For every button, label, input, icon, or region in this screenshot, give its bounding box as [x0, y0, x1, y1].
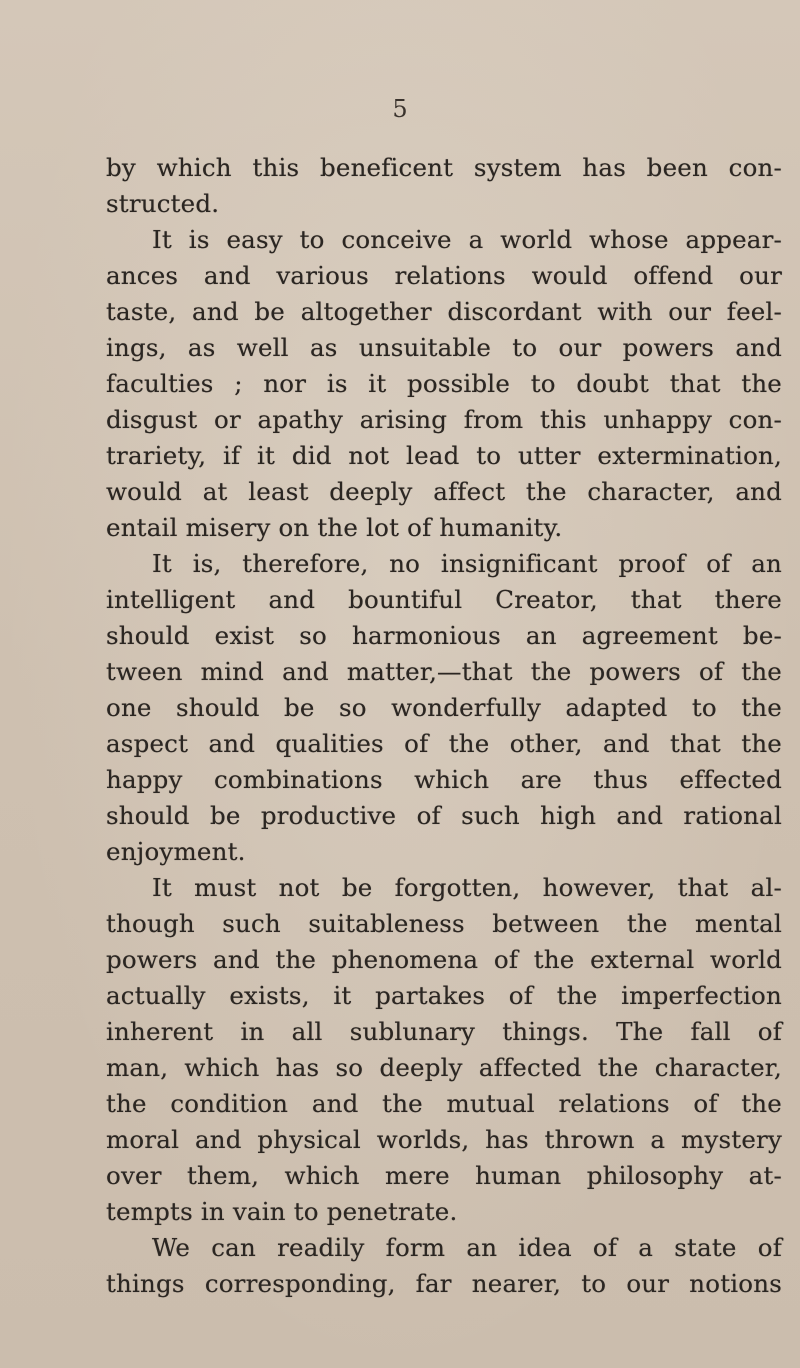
paragraph-start-line: It is easy to conceive a world whose appear- [152, 225, 782, 254]
text-line: moral and physical worlds, has thrown a mystery [106, 1125, 782, 1154]
text-line: ings, as well as unsuitable to our powers and [106, 333, 782, 362]
text-line: happy combinations which are thus effected [106, 765, 782, 794]
text-line: structed. [106, 189, 220, 218]
text-line: actually exists, it partakes of the imperfection [106, 981, 782, 1010]
text-line: aspect and qualities of the other, and that the [106, 729, 782, 758]
text-line: powers and the phenomena of the external world [106, 945, 782, 974]
text-line: one should be so wonderfully adapted to the [106, 693, 782, 722]
text-line: tween mind and matter,—that the powers of the [106, 657, 782, 686]
body-text [0, 150, 800, 1298]
paragraph-start-line: It must not be forgotten, however, that al- [152, 873, 782, 902]
text-line: trariety, if it did not lead to utter extermination, [106, 441, 782, 470]
paragraph-start-line: We can readily form an idea of a state of [152, 1233, 782, 1262]
text-line: inherent in all sublunary things. The fall of [106, 1017, 782, 1046]
text-line: enjoyment. [106, 837, 246, 866]
text-line: would at least deeply affect the character, and [106, 477, 782, 506]
paragraph-start-line: It is, therefore, no insignificant proof of an [152, 549, 782, 578]
text-line: should exist so harmonious an agreement be- [106, 621, 782, 650]
text-line: the condition and the mutual relations of the [106, 1089, 782, 1118]
text-line: man, which has so deeply affected the character, [106, 1053, 782, 1082]
text-line: faculties ; nor is it possible to doubt that the [106, 369, 782, 398]
page-number: 5 [392, 95, 408, 123]
text-line: tempts in vain to penetrate. [106, 1197, 458, 1226]
text-line: ances and various relations would offend our [106, 261, 782, 290]
text-line: entail misery on the lot of humanity. [106, 513, 563, 542]
text-line: by which this beneficent system has been con- [106, 153, 782, 182]
text-line: should be productive of such high and rational [106, 801, 782, 830]
text-line: though such suitableness between the mental [106, 909, 782, 938]
text-line: disgust or apathy arising from this unhappy con- [106, 405, 782, 434]
text-line: taste, and be altogether discordant with our feel- [106, 297, 782, 326]
text-line: intelligent and bountiful Creator, that there [106, 585, 782, 614]
text-line: things corresponding, far nearer, to our notions [106, 1269, 782, 1298]
text-line: over them, which mere human philosophy at- [106, 1161, 782, 1190]
